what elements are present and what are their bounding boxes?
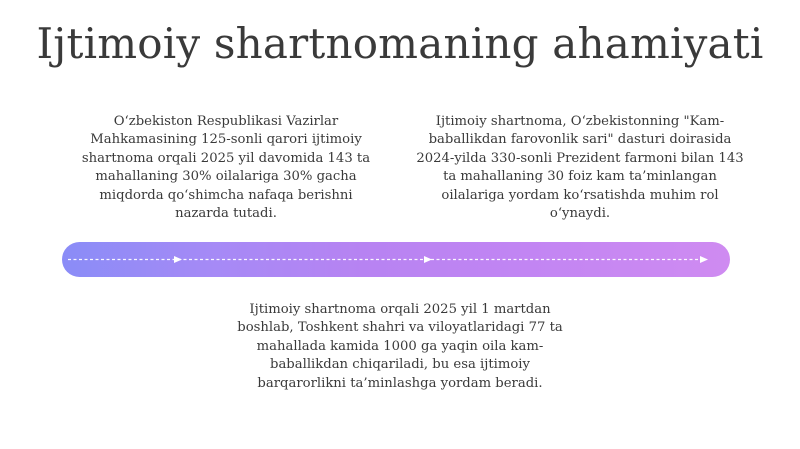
text-block-bottom: Ijtimoiy shartnoma orqali 2025 yil 1 martdan boshlab, Toshkent shahri va viloyatlaridagi 77 ta mahallada kamida 1000 ga yaqin oila kam-baballikdan chiqariladi, bu esa ijtimoiy barqarorlikni ta’minlashga yordam beradi. (237, 302, 563, 391)
arrow-marker-1 (174, 256, 182, 263)
arrow-marker-end (700, 256, 708, 263)
text-block-left: O‘zbekiston Respublikasi Vazirlar Mahkamasining 125-sonli qarori ijtimoiy shartnoma orqali 2025 yil davomida 143 ta mahallaning 30% oilalariga 30% gacha miqdorda qo‘shimcha nafaqa berishni nazarda tutadi. (81, 114, 371, 222)
arrow-marker-2 (424, 256, 432, 263)
text-block-right: Ijtimoiy shartnoma, O‘zbekistonning "Kam-baballikdan farovonlik sari" dasturi doirasida 2024-yilda 330-sonli Prezident farmoni bilan 143 ta mahallaning 30 foiz kam ta’minlangan oilalariga yordam ko‘rsatishda muhim rol o‘ynaydi. (416, 114, 744, 222)
page-title: Ijtimoiy shartnomaning ahamiyati (36, 19, 764, 68)
timeline-bar (62, 242, 730, 277)
timeline-arrow-line (62, 242, 730, 277)
